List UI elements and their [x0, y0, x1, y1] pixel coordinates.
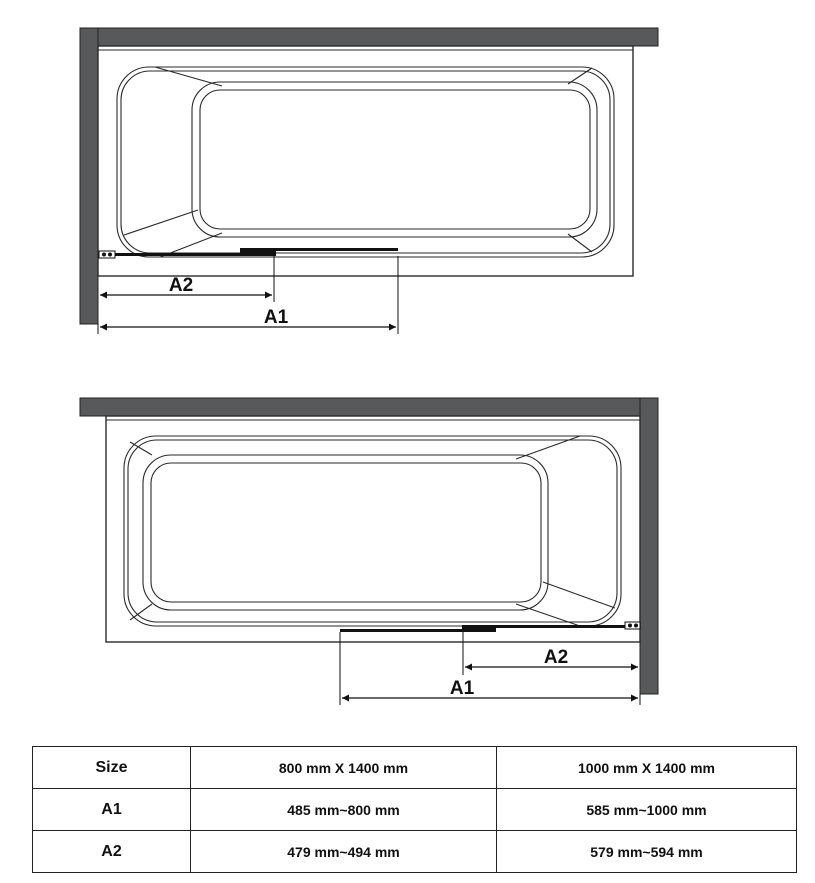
bottom-a1-label: A1: [449, 678, 475, 699]
top-a1-label: A1: [263, 307, 289, 328]
row-label: Size: [33, 747, 191, 789]
row-label: A2: [33, 831, 191, 873]
a2-1000-cell: 579 mm~594 mm: [497, 831, 797, 873]
top-a2-label: A2: [168, 275, 194, 296]
top-diagram: [80, 28, 658, 334]
size-1000-cell: 1000 mm X 1400 mm: [497, 747, 797, 789]
row-label: A1: [33, 789, 191, 831]
size-table: [32, 746, 797, 873]
bottom-back-wall: [80, 398, 658, 416]
bottom-side-wall: [640, 398, 658, 694]
top-back-wall: [80, 28, 658, 46]
table-row: [33, 831, 797, 873]
bottom-hinge-bracket: [625, 622, 640, 629]
a2-800-cell: 479 mm~494 mm: [191, 831, 497, 873]
bottom-a2-label: A2: [543, 647, 569, 668]
bottom-screen-swing-panel: [462, 625, 634, 628]
top-screen-fixed-panel: [240, 248, 398, 251]
table-row: [33, 789, 797, 831]
a1-1000-cell: 585 mm~1000 mm: [497, 789, 797, 831]
a1-800-cell: 485 mm~800 mm: [191, 789, 497, 831]
table-row: [33, 747, 797, 789]
bottom-tub-outline: [106, 416, 640, 642]
top-hinge-bracket: [99, 251, 115, 258]
top-tub-outline: [98, 46, 633, 276]
bottom-diagram: [80, 398, 658, 705]
top-side-wall: [80, 28, 98, 324]
size-800-cell: 800 mm X 1400 mm: [191, 747, 497, 789]
